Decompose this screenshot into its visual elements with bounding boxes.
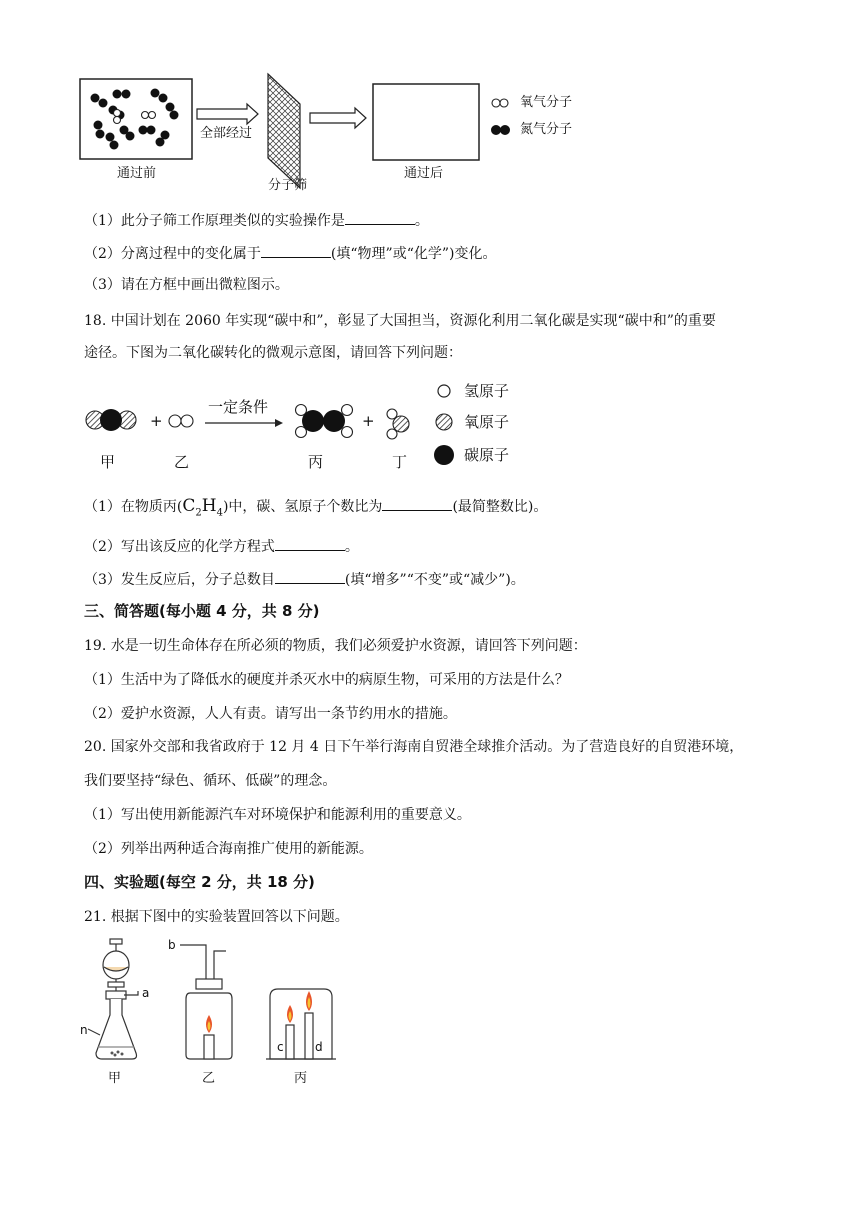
- q18-blank2[interactable]: [275, 536, 345, 551]
- q19-part2: （2）爱护水资源，人人有责。请写出一条节约用水的措施。: [84, 706, 457, 722]
- label-b: b: [168, 938, 176, 952]
- q18-stem-line1: 18. 中国计划在 2060 年实现“碳中和”，彰显了大国担当，资源化利用二氧化碳是实现“碳中和”的重要: [84, 313, 716, 329]
- section4-title: 四、实验题(每空 2 分，共 18 分): [84, 873, 315, 891]
- caption-yi: 乙: [202, 1071, 216, 1086]
- caption-jia: 甲: [108, 1071, 122, 1086]
- co2-conversion-figure: [0, 370, 860, 480]
- q17-part3: （3）请在方框中画出微粒图示。: [84, 277, 289, 293]
- sieve-label: 分子筛: [268, 178, 308, 193]
- q17-blank1[interactable]: [345, 210, 415, 225]
- q18-blank3[interactable]: [275, 569, 345, 584]
- legend-oxygen-label: 氧气分子: [520, 95, 573, 110]
- legend-hydrogen-label: 氢原子: [464, 382, 510, 400]
- q17-part1: （1）此分子筛工作原理类似的实验操作是 。: [84, 210, 429, 231]
- label-jia: 甲: [100, 453, 116, 471]
- label-yi: 乙: [174, 453, 190, 471]
- molecular-sieve-figure: [0, 60, 860, 200]
- formula-c2h4: $C_2H_4$: [182, 496, 223, 519]
- legend-nitrogen-label: 氮气分子: [520, 122, 573, 137]
- q18-part2: （2）写出该反应的化学方程式 。: [84, 536, 359, 557]
- caption-bing: 丙: [294, 1071, 308, 1086]
- label-d: d: [315, 1040, 323, 1054]
- reaction-condition: 一定条件: [208, 398, 269, 416]
- q20-part2: （2）列举出两种适合海南推广使用的新能源。: [84, 841, 373, 857]
- arrow-label: 全部经过: [200, 126, 253, 141]
- q21-stem: 21. 根据下图中的实验装置回答以下问题。: [84, 909, 349, 925]
- legend-oxygen-atom-label: 氧原子: [464, 413, 510, 431]
- label-bing: 丙: [308, 453, 324, 471]
- label-n: n: [80, 1023, 88, 1037]
- q18-stem-line2: 途径。下图为二氧化碳转化的微观示意图，请回答下列问题：: [84, 345, 462, 361]
- q17-part2: （2）分离过程中的变化属于 (填“物理”或“化学”)变化。: [84, 243, 496, 264]
- q20-stem-line2: 我们要坚持“绿色、循环、低碳”的理念。: [84, 773, 337, 789]
- q18-part1: （1）在物质丙$(C_2H_4)$中，碳、氢原子个数比为 (最简整数比)。: [84, 496, 548, 519]
- before-label: 通过前: [117, 166, 157, 181]
- legend-carbon-label: 碳原子: [464, 446, 510, 464]
- q19-stem: 19. 水是一切生命体存在所必须的物质，我们必须爱护水资源，请回答下列问题：: [84, 638, 587, 654]
- q19-part1: （1）生活中为了降低水的硬度并杀灭水中的病原生物，可采用的方法是什么？: [84, 672, 569, 688]
- apparatus-diagram: [0, 935, 860, 1095]
- q20-stem-line1: 20. 国家外交部和我省政府于 12 月 4 日下午举行海南自贸港全球推介活动。为了营造良好的自贸港环境，: [84, 739, 744, 755]
- q18-blank1[interactable]: [382, 496, 452, 511]
- q17-blank2[interactable]: [261, 243, 331, 258]
- label-ding: 丁: [392, 453, 408, 471]
- q20-part1: （1）写出使用新能源汽车对环境保护和能源利用的重要意义。: [84, 807, 471, 823]
- apparatus-figure: [0, 935, 860, 1095]
- section3-title: 三、简答题(每小题 4 分，共 8 分): [84, 602, 320, 620]
- label-a: a: [142, 986, 150, 1000]
- after-label: 通过后: [404, 166, 444, 181]
- plus-sign-1: +: [150, 412, 163, 430]
- label-c: c: [277, 1040, 284, 1054]
- co2-conversion-diagram: [0, 370, 860, 480]
- q18-part3: （3）发生反应后，分子总数目 (填“增多”“不变”或“减少”)。: [84, 569, 525, 590]
- plus-sign-2: +: [362, 412, 375, 430]
